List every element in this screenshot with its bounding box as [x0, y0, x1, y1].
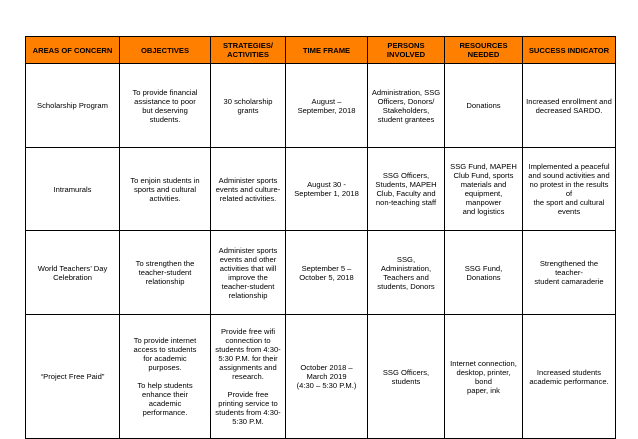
cell-resources: Donations — [445, 64, 523, 148]
cell-success: Increased enrollment and decreased SARDO. — [523, 64, 616, 148]
cell-strategies: Administer sports events and other activities that will improve the teacher-student relationship — [211, 231, 286, 315]
table-row — [26, 231, 616, 315]
cell-success: Increased students academic performance. — [523, 315, 616, 439]
header-success-indicator: SUCCESS INDICATOR — [523, 37, 616, 64]
cell-time-frame: September 5 – October 5, 2018 — [286, 231, 368, 315]
cell-persons: SSG Officers, Students, MAPEH Club, Faculty and non-teaching staff — [368, 148, 445, 231]
cell-success: Implemented a peaceful and sound activities and no protest in the results of the sport and cultural events — [523, 148, 616, 231]
cell-strategies: Provide free wifi connection to students from 4:30- 5:30 P.M. for their assignments and research. Provide free printing service to students from 4:30- 5:30 P.M. — [211, 315, 286, 439]
cell-objectives: To strengthen the teacher-student relationship — [120, 231, 211, 315]
header-persons-involved: PERSONS INVOLVED — [368, 37, 445, 64]
cell-persons: Administration, SSG Officers, Donors/ Stakeholders, student grantees — [368, 64, 445, 148]
cell-strategies: Administer sports events and culture- related activities. — [211, 148, 286, 231]
cell-area: World Teachers’ Day Celebration — [26, 231, 120, 315]
cell-persons: SSG, Administration, Teachers and students, Donors — [368, 231, 445, 315]
cell-objectives: To provide internet access to students for academic purposes. To help students enhance their academic performance. — [120, 315, 211, 439]
table-row — [26, 148, 616, 231]
header-strategies-activities: STRATEGIES/ ACTIVITIES — [211, 37, 286, 64]
cell-area: Scholarship Program — [26, 64, 120, 148]
cell-objectives: To enjoin students in sports and cultural activities. — [120, 148, 211, 231]
table-row — [26, 315, 616, 439]
header-resources-needed: RESOURCES NEEDED — [445, 37, 523, 64]
cell-success: Strengthened the teacher- student camaraderie — [523, 231, 616, 315]
cell-area: Intramurals — [26, 148, 120, 231]
table-row — [26, 64, 616, 148]
cell-resources: Internet connection, desktop, printer, bond paper, ink — [445, 315, 523, 439]
cell-objectives: To provide financial assistance to poor but deserving students. — [120, 64, 211, 148]
header-areas-of-concern: AREAS OF CONCERN — [26, 37, 120, 64]
header-objectives: OBJECTIVES — [120, 37, 211, 64]
cell-resources: SSG Fund, Donations — [445, 231, 523, 315]
cell-strategies: 30 scholarship grants — [211, 64, 286, 148]
header-time-frame: TIME FRAME — [286, 37, 368, 64]
cell-resources: SSG Fund, MAPEH Club Fund, sports materials and equipment, manpower and logistics — [445, 148, 523, 231]
cell-time-frame: October 2018 – March 2019 (4:30 – 5:30 P.M.) — [286, 315, 368, 439]
cell-time-frame: August 30 - September 1, 2018 — [286, 148, 368, 231]
table-header-row — [26, 37, 616, 64]
cell-time-frame: August – September, 2018 — [286, 64, 368, 148]
cell-area: “Project Free Paid” — [26, 315, 120, 439]
action-plan-table — [25, 36, 616, 439]
cell-persons: SSG Officers, students — [368, 315, 445, 439]
